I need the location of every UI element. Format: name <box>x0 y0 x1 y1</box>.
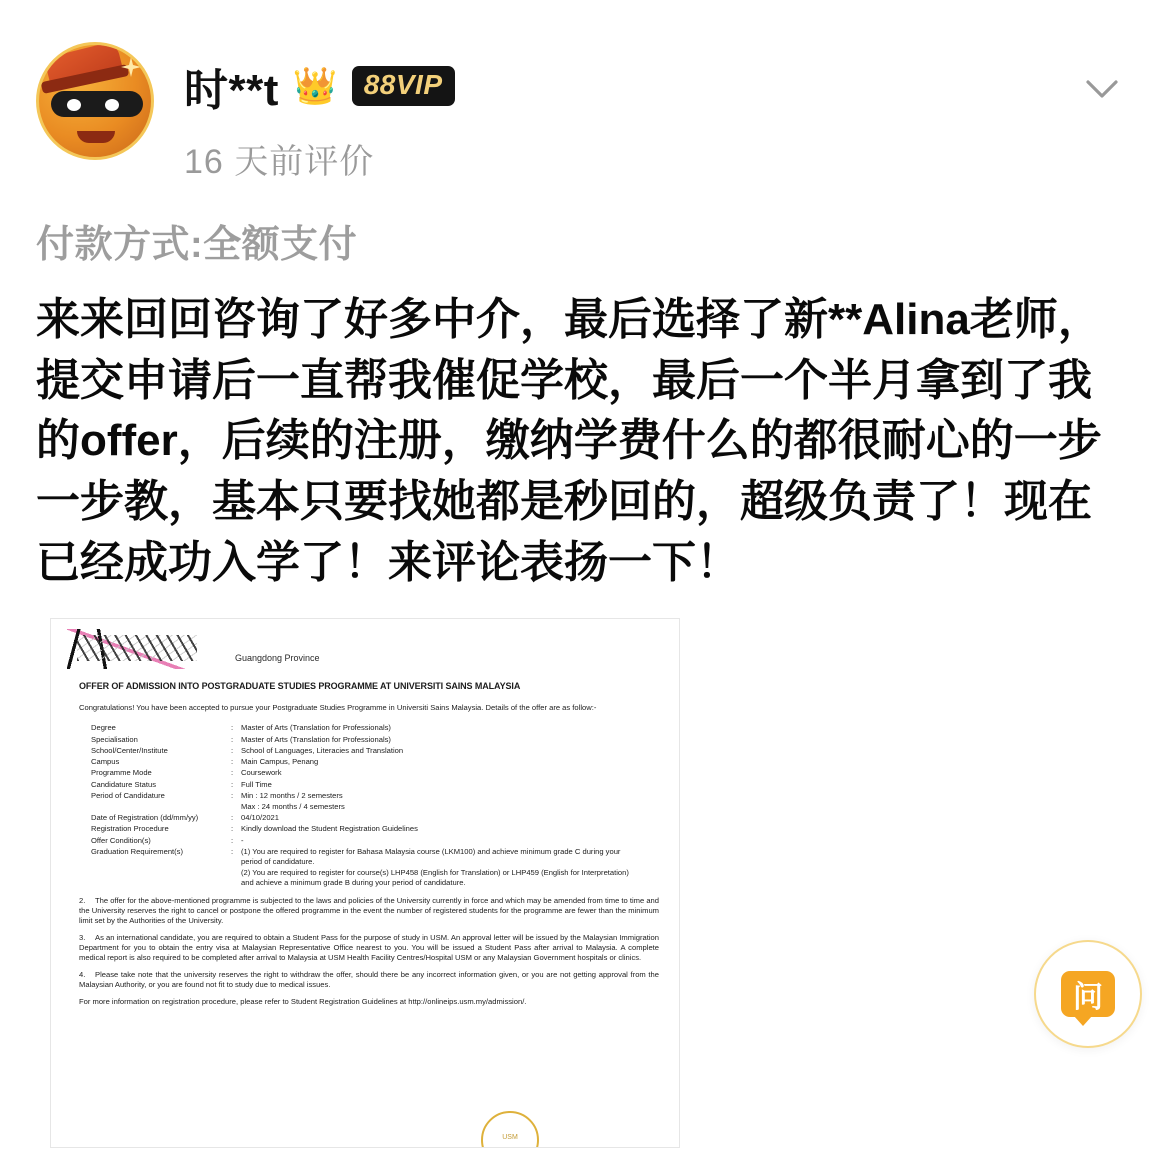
field-colon: : <box>231 734 234 744</box>
field-colon: : <box>231 723 234 733</box>
field-key: Registration Procedure <box>91 824 169 834</box>
field-key: Date of Registration (dd/mm/yy) <box>91 813 199 823</box>
field-value: Master of Arts (Translation for Professionals) <box>241 734 391 744</box>
payment-method: 付款方式:全额支付 <box>36 224 358 266</box>
table-row <box>91 824 639 835</box>
table-row <box>91 801 639 812</box>
table-row <box>91 779 639 790</box>
username: 时**t <box>184 66 279 115</box>
table-row <box>91 745 639 756</box>
field-colon: : <box>231 824 234 834</box>
doc-congratulations: Congratulations! You have been accepted to pursue your Postgraduate Studies Programme in Universiti Sains Malaysia. Details of the offer are as follow:- <box>79 702 597 712</box>
field-value: Max : 24 months / 4 semesters <box>241 801 345 811</box>
question-bubble-icon: 问 <box>1061 971 1115 1017</box>
paragraph-text: As an international candidate, you are required to obtain a Student Pass for the purpose of study in USM. An approval letter will be issued by the Malaysian Immigration Department for you to obtain the entry visa at Malaysian Representative Office nearest to you. You will be issued a Student Pass after arrival to Malaysia. A complete medical report is also required to be completed after arrival to Malaysia at USM Health Facility Centres/Hospital USM or any Malaysian Government hospitals or clinics. <box>79 932 659 962</box>
field-colon: : <box>231 757 234 767</box>
avatar-mask <box>51 91 143 117</box>
avatar-eye-left <box>67 99 81 111</box>
field-value: Full Time <box>241 779 272 789</box>
field-key: Candidature Status <box>91 779 157 789</box>
field-colon: : <box>231 745 234 755</box>
field-value: - <box>241 835 244 845</box>
offer-letter-content <box>51 619 679 1147</box>
doc-paragraph-4 <box>79 970 663 990</box>
field-colon: : <box>231 779 234 789</box>
field-value: Coursework <box>241 768 282 778</box>
field-colon: : <box>231 835 234 845</box>
ask-float-button[interactable] <box>1034 940 1142 1048</box>
field-key: Campus <box>91 757 120 767</box>
field-value: 04/10/2021 <box>241 813 280 823</box>
field-key: Degree <box>91 723 116 733</box>
review-body-text: 来来回回咨询了好多中介，最后选择了新**Alina老师，提交申请后一直帮我催促学校，最后一个半月拿到了我的offer，后续的注册，缴纳学费什么的都很耐心的一步一步教，基本只要找她都是秒回的，超级负责了！现在已经成功入学了！来评论表扬一下！ <box>36 295 1102 587</box>
field-key: Graduation Requirement(s) <box>91 846 184 856</box>
doc-seal-icon: USM <box>481 1111 539 1148</box>
field-key <box>91 801 231 812</box>
crown-icon: 👑 <box>292 65 338 106</box>
paragraph-text: Please take note that the university reserves the right to withdraw the offer, should there be any incorrect information given, or you are not getting approval from the Malaysian Authority, or you are found not fit to study due to medical issues. <box>79 969 659 989</box>
table-row <box>91 757 639 768</box>
doc-province: Guangdong Province <box>235 653 320 663</box>
table-row <box>91 790 639 801</box>
field-value: Kindly download the Student Registration Guidelines <box>241 824 418 834</box>
header-text-block <box>184 42 455 183</box>
field-key: Specialisation <box>91 734 138 744</box>
chevron-down-icon[interactable] <box>1080 66 1124 110</box>
paragraph-text: The offer for the above-mentioned programme is subjected to the laws and policies of the University currently in force and which may be amended from time to time and the University reserves the right to cancel or postpone the offered programme in the event the number of registered students for the programme are fewer than the minimum limit set by the Authorities of the University. <box>79 895 659 925</box>
table-row <box>91 835 639 846</box>
table-row <box>91 734 639 745</box>
doc-paragraph-5: For more information on registration procedure, please refer to Student Registration Guidelines at http://onlineips.usm.my/admission/. <box>79 996 527 1006</box>
field-value: School of Languages, Literacies and Translation <box>241 745 404 755</box>
field-value: Main Campus, Penang <box>241 757 319 767</box>
doc-paragraph-3 <box>79 933 663 963</box>
paragraph-number: 4. <box>79 969 86 979</box>
table-row <box>91 813 639 824</box>
field-value: (2) You are required to register for course(s) LHP458 (English for Translation) or LHP459 (English for Interpretation) and achieve a minimum grade B during your period of candidature. <box>241 867 629 887</box>
field-key <box>91 867 231 888</box>
field-colon: : <box>231 813 234 823</box>
doc-details-table <box>91 723 639 889</box>
table-row <box>91 768 639 779</box>
field-key: Programme Mode <box>91 768 152 778</box>
avatar[interactable] <box>36 42 154 160</box>
doc-title: OFFER OF ADMISSION INTO POSTGRADUATE STUDIES PROGRAMME AT UNIVERSITI SAINS MALAYSIA <box>79 681 521 691</box>
review-header <box>36 0 1134 183</box>
field-colon <box>231 867 241 888</box>
avatar-mouth <box>77 131 115 143</box>
field-value: Min : 12 months / 2 semesters <box>241 790 343 800</box>
paragraph-number: 2. <box>79 895 86 905</box>
field-key: School/Center/Institute <box>91 745 168 755</box>
field-value: Master of Arts (Translation for Professionals) <box>241 723 391 733</box>
field-value: (1) You are required to register for Bahasa Malaysia course (LKM100) and achieve minimum grade C during your period of candidature. <box>241 846 621 866</box>
field-colon <box>231 801 241 812</box>
table-row <box>91 723 639 734</box>
field-colon: : <box>231 846 234 856</box>
watermark-logo-icon <box>67 629 227 669</box>
field-key: Offer Condition(s) <box>91 835 151 845</box>
attached-offer-letter-image[interactable] <box>50 618 680 1148</box>
vip-badge: 88VIP <box>352 66 455 106</box>
field-key: Period of Candidature <box>91 790 165 800</box>
doc-logo-row <box>67 629 663 675</box>
field-colon: : <box>231 790 234 800</box>
username-row <box>184 54 455 118</box>
review-time: 16 天前评价 <box>184 143 375 181</box>
paragraph-number: 3. <box>79 932 86 942</box>
table-row <box>91 867 639 888</box>
table-row <box>91 846 639 867</box>
avatar-eye-right <box>105 99 119 111</box>
field-colon: : <box>231 768 234 778</box>
doc-paragraph-2 <box>79 896 663 926</box>
